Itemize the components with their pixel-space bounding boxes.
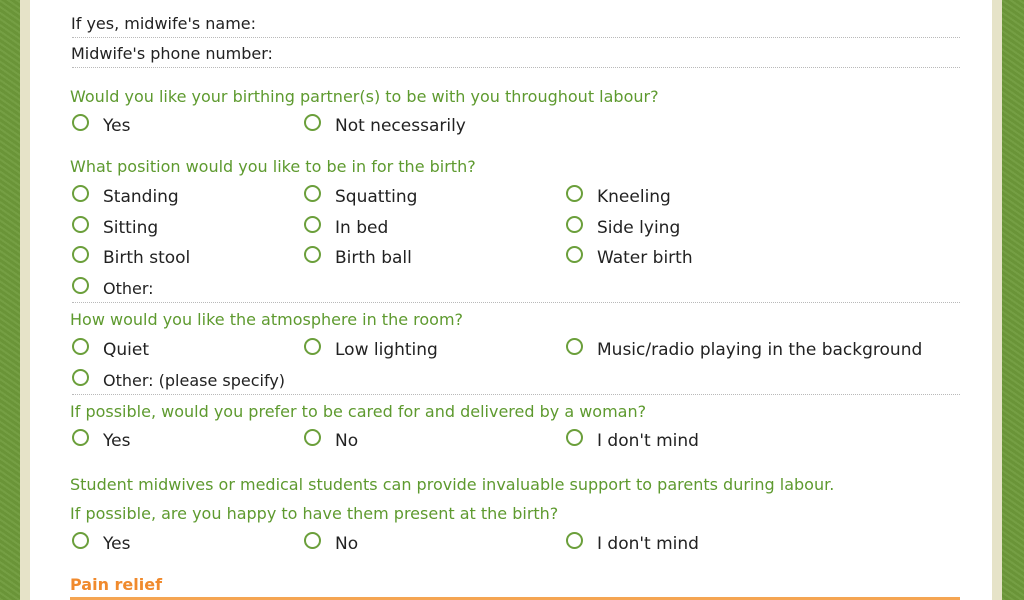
radio-icon[interactable] (304, 114, 321, 131)
radio-icon[interactable] (566, 429, 583, 446)
radio-icon[interactable] (72, 277, 89, 294)
radio-icon[interactable] (72, 185, 89, 202)
radio-icon[interactable] (566, 532, 583, 549)
radio-icon[interactable] (566, 338, 583, 355)
position-other-field[interactable] (72, 274, 960, 303)
option-label: Kneeling (597, 187, 671, 207)
option-label: Quiet (103, 340, 150, 360)
radio-icon[interactable] (304, 429, 321, 446)
radio-icon[interactable] (304, 246, 321, 263)
option-label: Standing (103, 187, 179, 207)
radio-icon[interactable] (304, 216, 321, 233)
midwife-name-label: If yes, midwife's name: (71, 14, 257, 33)
woman-question: If possible, would you prefer to be cared for and delivered by a woman? (70, 402, 647, 421)
option-label: Not necessarily (335, 116, 466, 136)
radio-icon[interactable] (72, 216, 89, 233)
option-label: Yes (103, 534, 131, 554)
option-label: Other: (please specify) (103, 371, 286, 390)
position-question: What position would you like to be in for the birth? (70, 157, 476, 176)
radio-icon[interactable] (72, 369, 89, 386)
option-label: No (335, 431, 359, 451)
option-label: Birth ball (335, 248, 412, 268)
option-label: Music/radio playing in the background (597, 340, 923, 360)
radio-icon[interactable] (566, 185, 583, 202)
midwife-phone-field[interactable] (72, 40, 960, 68)
option-label: I don't mind (597, 431, 699, 451)
option-label: Squatting (335, 187, 418, 207)
midwife-phone-label: Midwife's phone number: (71, 44, 273, 63)
radio-icon[interactable] (72, 114, 89, 131)
atmosphere-other-field[interactable] (72, 366, 960, 395)
radio-icon[interactable] (72, 338, 89, 355)
option-label: Sitting (103, 218, 159, 238)
option-label: Yes (103, 431, 131, 451)
students-question: If possible, are you happy to have them present at the birth? (70, 504, 559, 523)
option-label: I don't mind (597, 534, 699, 554)
midwife-name-field[interactable] (72, 10, 960, 38)
option-label: Water birth (597, 248, 693, 268)
partner-question: Would you like your birthing partner(s) to be with you throughout labour? (70, 87, 659, 106)
radio-icon[interactable] (72, 429, 89, 446)
students-intro: Student midwives or medical students can provide invaluable support to parents during labour. (70, 475, 835, 494)
radio-icon[interactable] (304, 185, 321, 202)
radio-icon[interactable] (72, 532, 89, 549)
option-label: No (335, 534, 359, 554)
option-label: Side lying (597, 218, 681, 238)
radio-icon[interactable] (72, 246, 89, 263)
option-label: Other: (103, 279, 154, 298)
option-label: Birth stool (103, 248, 191, 268)
radio-icon[interactable] (304, 338, 321, 355)
radio-icon[interactable] (566, 216, 583, 233)
option-label: Yes (103, 116, 131, 136)
option-label: Low lighting (335, 340, 438, 360)
atmosphere-question: How would you like the atmosphere in the room? (70, 310, 464, 329)
radio-icon[interactable] (304, 532, 321, 549)
radio-icon[interactable] (566, 246, 583, 263)
option-label: In bed (335, 218, 389, 238)
pain-relief-heading: Pain relief (70, 575, 163, 594)
